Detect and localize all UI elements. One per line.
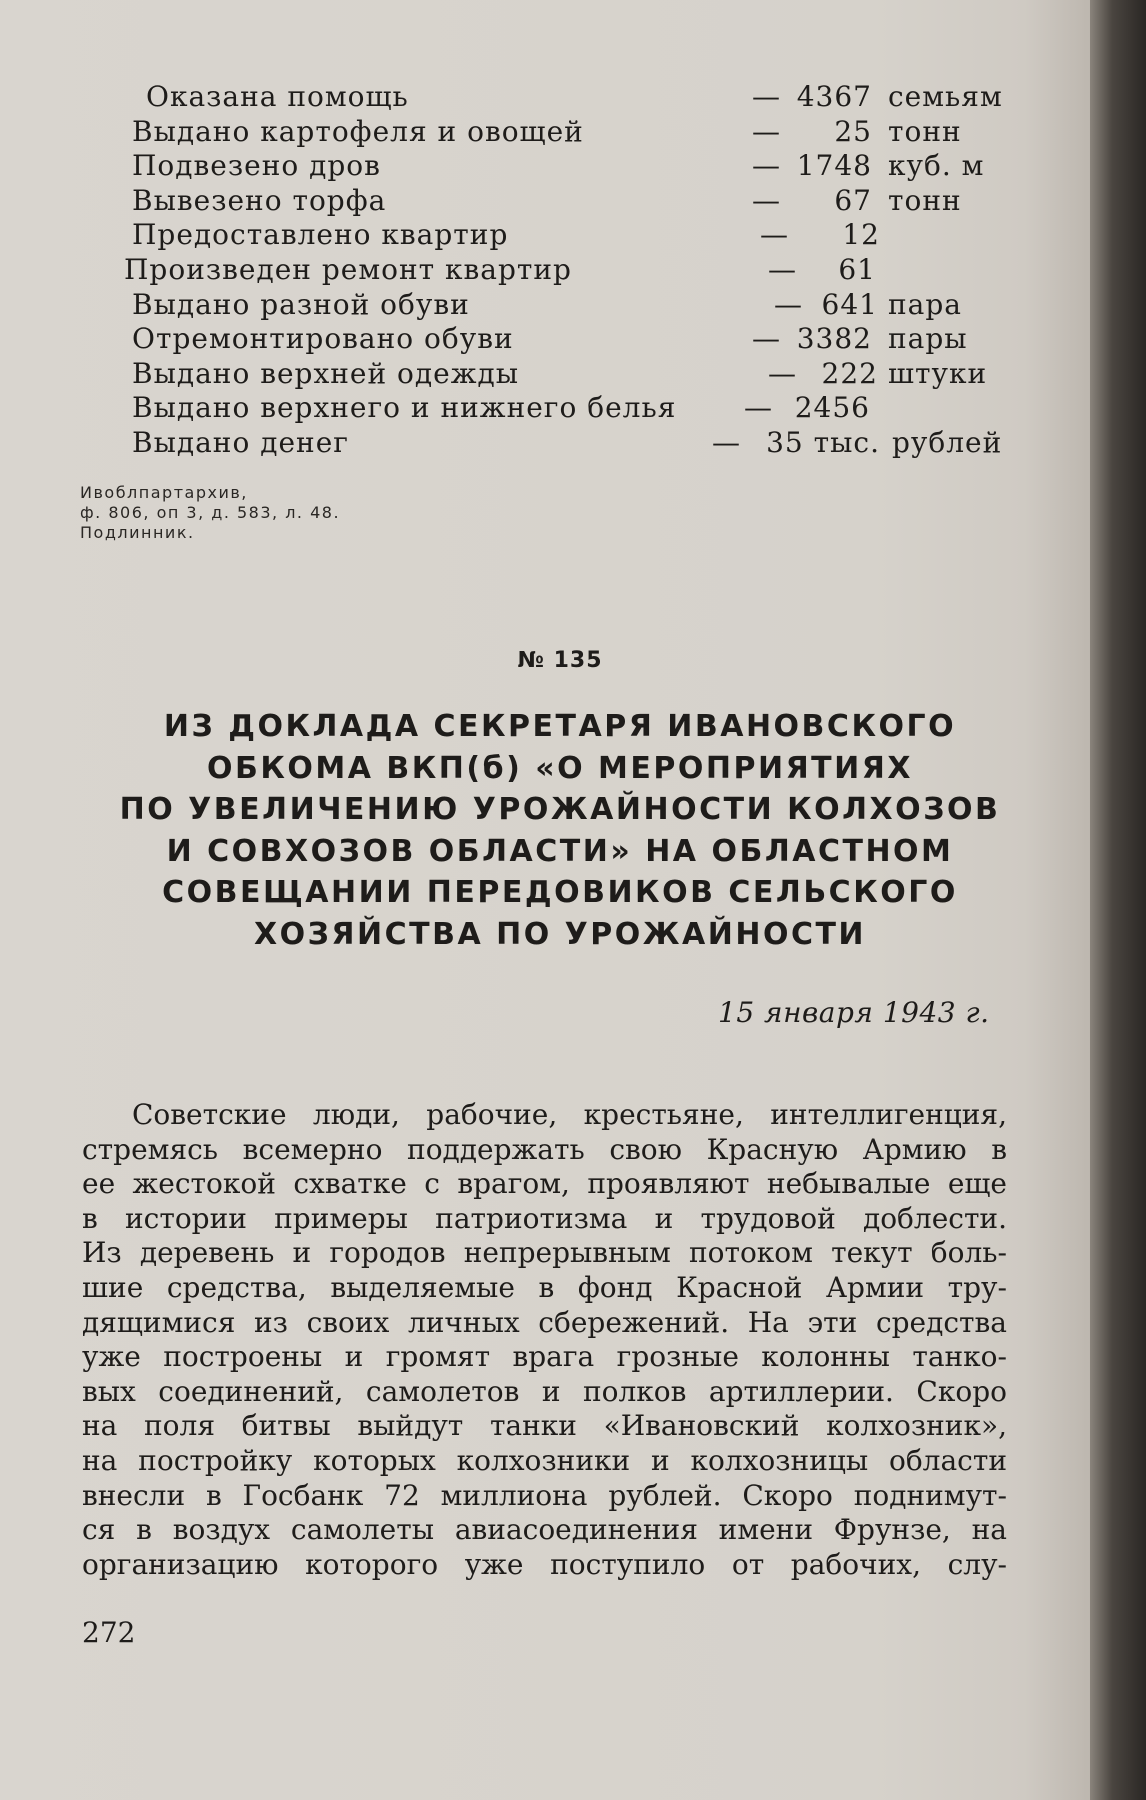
aid-label: Предоставлено квартир: [132, 218, 509, 252]
aid-row: [0, 253, 1090, 288]
aid-dash: —: [752, 183, 781, 217]
aid-unit: тонн: [888, 183, 962, 217]
archive-name: Ивоблпартархив,: [80, 483, 248, 502]
page-number: 272: [82, 1616, 136, 1649]
aid-value: 3382: [796, 322, 872, 356]
book-gutter: [1090, 0, 1146, 1800]
aid-value: 4367: [796, 80, 872, 113]
body-line: Советские люди, рабочие, крестьяне, интеллигенция,: [132, 1098, 1007, 1131]
aid-row: [0, 391, 1090, 426]
aid-dash: —: [712, 425, 741, 459]
aid-label: Произведен ремонт квартир: [124, 252, 572, 286]
aid-row: [0, 218, 1090, 253]
aid-row: [0, 288, 1090, 323]
aid-row: [0, 322, 1090, 357]
body-line: Из деревень и городов непрерывным потоком текут боль-: [82, 1236, 1007, 1270]
aid-unit: рублей: [892, 425, 1003, 459]
aid-label: Выдано разной обуви: [132, 287, 470, 321]
aid-label: Выдано верхнего и нижнего белья: [132, 391, 677, 425]
aid-value: 2456: [794, 391, 870, 425]
aid-label: Выдано верхней одежды: [132, 356, 520, 390]
aid-row: [0, 426, 1090, 461]
aid-unit: куб. м: [888, 149, 985, 183]
body-line: вых соединений, самолетов и полков артиллерии. Скоро: [82, 1374, 1007, 1408]
title-line: ХОЗЯЙСТВА ПО УРОЖАЙНОСТИ: [253, 916, 867, 952]
aid-unit: штуки: [888, 356, 988, 390]
aid-label: Подвезено дров: [132, 149, 381, 183]
body-line: на поля битвы выйдут танки «Ивановский колхозник»,: [82, 1409, 1007, 1443]
body-line: ее жестокой схватке с врагом, проявляют небывалые еще: [82, 1167, 1007, 1201]
aid-row: [0, 80, 1090, 115]
title-line: ОБКОМА ВКП(б) «О МЕРОПРИЯТИЯХ: [207, 750, 913, 786]
body-line: внесли в Госбанк 72 миллиона рублей. Скоро поднимут-: [82, 1478, 1007, 1512]
aid-row: [0, 149, 1090, 184]
aid-dash: —: [774, 287, 803, 321]
document-title: [100, 706, 1020, 955]
body-line: стремясь всемерно поддержать свою Красную Армию в: [82, 1132, 1007, 1166]
title-line: ПО УВЕЛИЧЕНИЮ УРОЖАЙНОСТИ КОЛХОЗОВ: [119, 792, 1001, 827]
aid-value: 1748: [796, 149, 872, 183]
body-line: уже построены и громят врага грозные колонны танко-: [82, 1340, 1007, 1374]
aid-label: Оказана помощь: [146, 80, 409, 113]
body-line: организацию которого уже поступило от рабочих, слу-: [82, 1547, 1007, 1581]
aid-unit: тонн: [888, 114, 962, 148]
aid-row: [0, 357, 1090, 392]
aid-label: Вывезено торфа: [132, 183, 387, 217]
body-line: в истории примеры патриотизма и трудовой доблести.: [82, 1201, 1007, 1235]
aid-row: [0, 115, 1090, 150]
aid-value: 12: [842, 218, 880, 252]
aid-dash: —: [752, 322, 781, 356]
archive-reference: ф. 806, оп 3, д. 583, л. 48.: [80, 503, 341, 522]
aid-dash: —: [752, 80, 781, 113]
body-line: дящимися из своих личных сбережений. На эти средства: [82, 1305, 1007, 1339]
body-line: на постройку которых колхозники и колхозницы области: [82, 1443, 1007, 1477]
aid-value: 222: [821, 356, 878, 390]
title-line: И СОВХОЗОВ ОБЛАСТИ» НА ОБЛАСТНОМ: [166, 833, 954, 869]
aid-dash: —: [768, 356, 797, 390]
body-text: [82, 1098, 1007, 1582]
document-date: 15 января 1943 г.: [718, 996, 990, 1029]
aid-dash: —: [752, 149, 781, 183]
archive-source: [80, 483, 340, 543]
aid-dash: —: [760, 218, 789, 252]
aid-label: Выдано картофеля и овощей: [132, 114, 584, 148]
aid-row: [0, 184, 1090, 219]
aid-value: 35 тыс.: [766, 425, 880, 459]
aid-value: 25: [834, 114, 872, 148]
title-line: СОВЕЩАНИИ ПЕРЕДОВИКОВ СЕЛЬСКОГО: [162, 875, 958, 910]
aid-label: Отремонтировано обуви: [132, 322, 514, 356]
aid-unit: пары: [888, 322, 968, 356]
aid-dash: —: [744, 391, 773, 425]
body-line: шие средства, выделяемые в фонд Красной Армии тру-: [82, 1270, 1007, 1304]
aid-label: Выдано денег: [132, 425, 349, 459]
title-line: ИЗ ДОКЛАДА СЕКРЕТАРЯ ИВАНОВСКОГО: [163, 709, 957, 744]
document-number: № 135: [517, 648, 603, 673]
aid-dash: —: [752, 114, 781, 148]
aid-unit: пара: [888, 287, 962, 321]
aid-list: [0, 80, 1090, 461]
aid-dash: —: [768, 252, 797, 286]
aid-value: 61: [838, 252, 876, 286]
aid-value: 641: [821, 287, 878, 321]
aid-unit: семьям: [888, 80, 1003, 113]
body-line: ся в воздух самолеты авиасоединения имени Фрунзе, на: [82, 1513, 1007, 1547]
aid-value: 67: [834, 183, 872, 217]
archive-note: Подлинник.: [80, 523, 195, 542]
